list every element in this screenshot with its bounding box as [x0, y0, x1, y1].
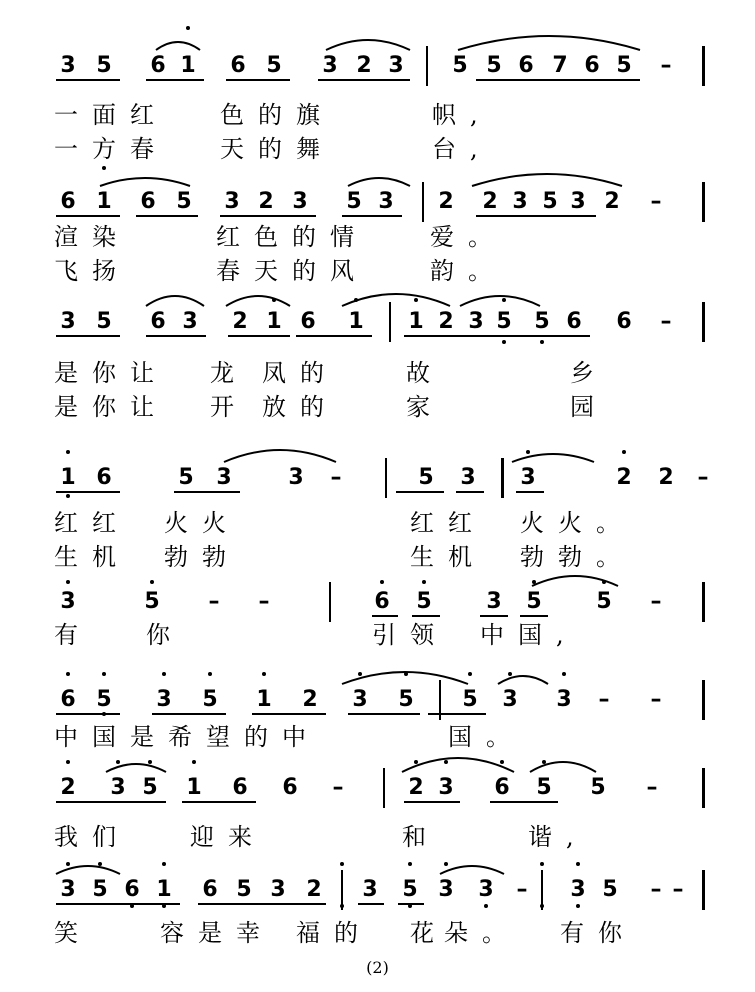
lyric-segment: 你: [146, 621, 184, 649]
extension-dash: –: [650, 687, 662, 712]
note-digit: 5: [526, 589, 542, 614]
lyric-segment: 红红: [410, 509, 486, 537]
note-digit: 1: [408, 309, 424, 334]
note-digit: 3: [156, 687, 172, 712]
lyric-segment: 朵。: [444, 919, 520, 947]
note-digit: 6: [202, 877, 218, 902]
note-digit: 3: [478, 877, 494, 902]
note-digit: 3: [292, 189, 308, 214]
note-digit: 5: [602, 877, 618, 902]
note-digit: 3: [270, 877, 286, 902]
note-digit: 6: [616, 309, 632, 334]
lyric-segment: 色的旗: [220, 101, 334, 129]
extension-dash: –: [332, 775, 344, 800]
lyric-segment: 勃勃。: [520, 543, 634, 571]
note-digit: 5: [96, 687, 112, 712]
note-digit: 3: [570, 877, 586, 902]
lyric-segment: 帜,: [432, 101, 492, 129]
note-digit: 1: [60, 465, 76, 490]
note-digit: 5: [542, 189, 558, 214]
note-digit: 5: [596, 589, 612, 614]
note-digit: 3: [502, 687, 518, 712]
note-digit: 5: [236, 877, 252, 902]
lyric-segment: 韵。: [430, 257, 506, 285]
note-digit: 3: [182, 309, 198, 334]
extension-dash: –: [650, 589, 662, 614]
note-digit: 6: [60, 687, 76, 712]
lyric-segment: 园: [570, 393, 608, 421]
note-digit: 2: [438, 189, 454, 214]
note-digit: 3: [460, 465, 476, 490]
lyric-segment: 飞扬: [54, 257, 130, 285]
lyric-segment: 谐,: [528, 823, 588, 851]
note-digit: 6: [566, 309, 582, 334]
note-digit: 3: [570, 189, 586, 214]
note-digit: 6: [140, 189, 156, 214]
page-number: (2): [366, 958, 389, 977]
lyric-segment: 故: [406, 359, 444, 387]
lyric-segment: 火火: [164, 509, 240, 537]
lyric-segment: 福的: [296, 919, 372, 947]
lyric-segment: 生机: [54, 543, 130, 571]
note-digit: 6: [300, 309, 316, 334]
note-digit: 6: [374, 589, 390, 614]
slur-arc: [440, 866, 504, 874]
note-digit: 6: [282, 775, 298, 800]
note-digit: 1: [96, 189, 112, 214]
note-digit: 6: [232, 775, 248, 800]
note-digit: 2: [604, 189, 620, 214]
note-digit: 6: [150, 309, 166, 334]
lyric-segment: 红色的情: [216, 223, 368, 251]
lyric-segment: 容是幸: [160, 919, 274, 947]
note-digit: 5: [178, 465, 194, 490]
note-digit: 3: [362, 877, 378, 902]
extension-dash: –: [660, 53, 672, 78]
note-digit: 2: [408, 775, 424, 800]
extension-dash: –: [516, 877, 528, 902]
lyric-segment: 是你让: [54, 359, 168, 387]
extension-dash: –: [650, 189, 662, 214]
note-digit: 5: [402, 877, 418, 902]
note-digit: 6: [150, 53, 166, 78]
note-digit: 3: [60, 877, 76, 902]
note-digit: 3: [438, 877, 454, 902]
lyric-segment: 乡: [570, 359, 608, 387]
lyric-segment: 笑: [54, 919, 92, 947]
note-digit: 2: [258, 189, 274, 214]
lyric-segment: 一面红: [54, 101, 168, 129]
note-digit: 5: [96, 309, 112, 334]
note-digit: 6: [584, 53, 600, 78]
lyric-segment: 放的: [262, 393, 338, 421]
note-digit: 3: [60, 53, 76, 78]
note-digit: 5: [142, 775, 158, 800]
note-digit: 6: [494, 775, 510, 800]
note-digit: 5: [462, 687, 478, 712]
note-digit: 3: [468, 309, 484, 334]
note-digit: 5: [496, 309, 512, 334]
note-digit: 1: [186, 775, 202, 800]
lyric-segment: 家: [406, 393, 444, 421]
note-digit: 1: [156, 877, 172, 902]
note-digit: 1: [266, 309, 282, 334]
note-digit: 5: [418, 465, 434, 490]
lyric-segment: 花: [410, 919, 448, 947]
extension-dash: –: [598, 687, 610, 712]
lyric-segment: 生机: [410, 543, 486, 571]
note-digit: 5: [92, 877, 108, 902]
note-digit: 3: [556, 687, 572, 712]
lyric-segment: 勃勃: [164, 543, 240, 571]
extension-dash: –: [650, 877, 662, 902]
note-digit: 6: [124, 877, 140, 902]
lyric-segment: 国。: [448, 723, 524, 751]
lyric-segment: 红红: [54, 509, 130, 537]
lyric-segment: 天的舞: [220, 135, 334, 163]
note-digit: 2: [356, 53, 372, 78]
lyric-segment: 开: [210, 393, 248, 421]
note-digit: 2: [306, 877, 322, 902]
note-digit: 2: [438, 309, 454, 334]
note-digit: 3: [60, 309, 76, 334]
note-digit: 5: [202, 687, 218, 712]
lyric-segment: 中国是希望的中: [54, 723, 320, 751]
note-digit: 1: [348, 309, 364, 334]
note-digit: 5: [536, 775, 552, 800]
note-digit: 6: [518, 53, 534, 78]
note-digit: 6: [60, 189, 76, 214]
lyric-segment: 凤的: [262, 359, 338, 387]
lyric-segment: 中国,: [480, 621, 578, 649]
note-digit: 3: [288, 465, 304, 490]
note-digit: 5: [346, 189, 362, 214]
note-digit: 3: [378, 189, 394, 214]
extension-dash: –: [208, 589, 220, 614]
lyric-segment: 台,: [432, 135, 492, 163]
extension-dash: –: [660, 309, 672, 334]
note-digit: 3: [224, 189, 240, 214]
note-digit: 2: [60, 775, 76, 800]
lyric-segment: 和: [402, 823, 440, 851]
lyric-segment: 迎来: [190, 823, 266, 851]
extension-dash: –: [672, 877, 684, 902]
note-digit: 3: [110, 775, 126, 800]
note-digit: 3: [60, 589, 76, 614]
note-digit: 5: [416, 589, 432, 614]
lyric-segment: 一方春: [54, 135, 168, 163]
lyric-segment: 引领: [372, 621, 448, 649]
extension-dash: –: [330, 465, 342, 490]
lyric-segment: 渲染: [54, 223, 130, 251]
note-digit: 5: [176, 189, 192, 214]
lyric-segment: 爱。: [430, 223, 506, 251]
note-digit: 3: [512, 189, 528, 214]
note-digit: 3: [388, 53, 404, 78]
note-digit: 5: [452, 53, 468, 78]
lyric-line: [0, 916, 755, 950]
lyric-segment: 春天的风: [216, 257, 368, 285]
note-digit: 2: [482, 189, 498, 214]
note-digit: 3: [438, 775, 454, 800]
extension-dash: –: [646, 775, 658, 800]
note-digit: 1: [180, 53, 196, 78]
note-digit: 5: [590, 775, 606, 800]
lyric-segment: 有你: [560, 919, 636, 947]
note-digit: 2: [658, 465, 674, 490]
lyric-segment: 我们: [54, 823, 130, 851]
lyric-segment: 是你让: [54, 393, 168, 421]
slur-arc: [56, 866, 120, 874]
note-digit: 5: [486, 53, 502, 78]
note-digit: 5: [96, 53, 112, 78]
note-digit: 2: [616, 465, 632, 490]
note-digit: 5: [534, 309, 550, 334]
note-digit: 6: [230, 53, 246, 78]
note-digit: 3: [216, 465, 232, 490]
lyric-segment: 龙: [210, 359, 248, 387]
note-digit: 5: [616, 53, 632, 78]
lyric-segment: 有: [54, 621, 92, 649]
note-digit: 5: [398, 687, 414, 712]
note-digit: 2: [232, 309, 248, 334]
note-digit: 3: [520, 465, 536, 490]
note-digit: 7: [552, 53, 568, 78]
note-digit: 6: [96, 465, 112, 490]
note-digit: 3: [486, 589, 502, 614]
note-digit: 3: [322, 53, 338, 78]
note-digit: 5: [266, 53, 282, 78]
extension-dash: –: [697, 465, 709, 490]
note-digit: 1: [256, 687, 272, 712]
extension-dash: –: [258, 589, 270, 614]
note-digit: 5: [144, 589, 160, 614]
note-digit: 3: [352, 687, 368, 712]
lyric-segment: 火火。: [520, 509, 634, 537]
note-digit: 2: [302, 687, 318, 712]
